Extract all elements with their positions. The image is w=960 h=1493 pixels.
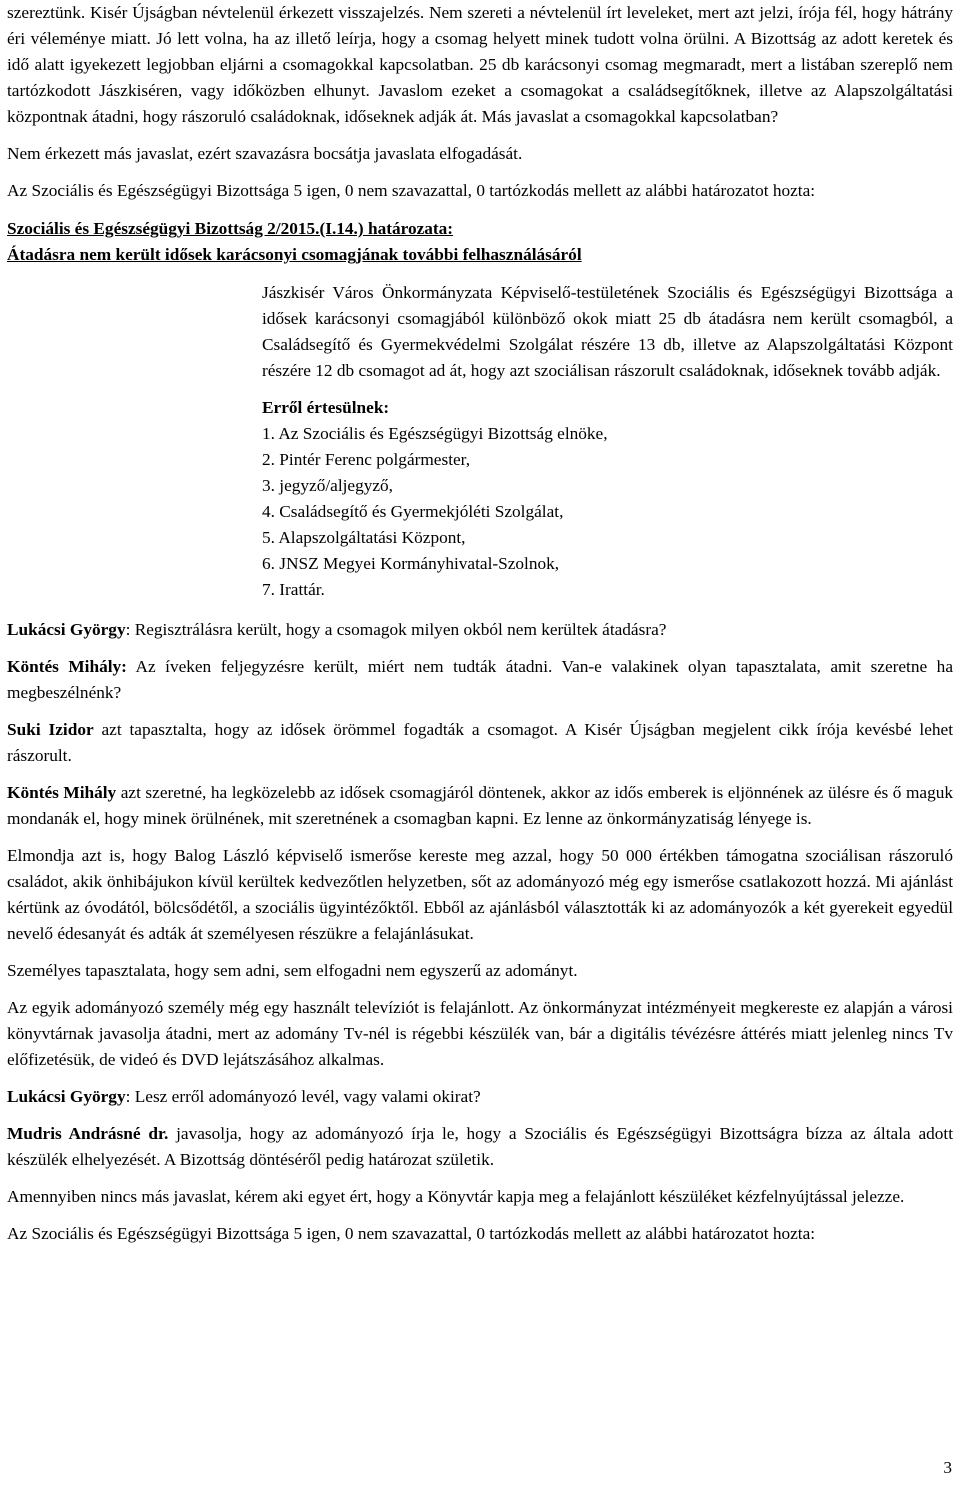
speaker-text: javasolja, hogy az adományozó írja le, hogy a Szociális és Egészségügyi Bizottságra bízza az általa adott készülék elhelyezését. A Bizottság döntéséről pedig határozat születik. xyxy=(7,1124,953,1169)
list-item: 1. Az Szociális és Egészségügyi Bizottság elnöke, xyxy=(262,424,608,443)
speaker-text: azt szeretné, ha legközelebb az idősek csomagjáról döntenek, akkor az idős emberek is eljönnének az ülésre és ő maguk mondanák el, hogy minek örülnének, mit szeretnének a csomagban kapni. Ez lenne az önkormányzatiság lényege is. xyxy=(7,783,953,828)
paragraph-kontes-1 xyxy=(7,654,953,706)
paragraph-elmondja: Elmondja azt is, hogy Balog László képviselő ismerőse kereste meg azzal, hogy 50 000 értékben támogatna szociálisan rászoruló családot, akik önhibájukon kívül kerültek kedvezőtlen helyzetben, sőt az adományozó még egy ismerőse csatlakozott hozzá. Mi ajánlást kértünk az óvodától, bölcsődétől, a szociális ügyintézőktől. Ebből az ajánlásból választották ki az adományozók a két gyerekeit egyedül nevelő édesanyát és adták át személyesen részükre a felajánlásukat. xyxy=(7,846,953,943)
paragraph-kontes-2 xyxy=(7,780,953,832)
paragraph-no-other-proposal: Nem érkezett más javaslat, ezért szavazásra bocsátja javaslata elfogadását. xyxy=(7,144,523,163)
list-item: 3. jegyző/aljegyző, xyxy=(262,476,394,495)
speaker-text: : Regisztrálásra került, hogy a csomagok milyen okból nem kerültek átadásra? xyxy=(125,620,667,639)
paragraph-suki xyxy=(7,717,953,769)
page-number: 3 xyxy=(943,1458,952,1477)
speaker-name: Lukácsi György xyxy=(7,620,126,639)
paragraph-mudris xyxy=(7,1121,953,1173)
notify-list xyxy=(262,421,953,603)
resolution-title: Szociális és Egészségügyi Bizottság 2/2015.(I.14.) határozata: xyxy=(7,219,454,238)
speaker-text: : Lesz erről adományozó levél, vagy valami okirat? xyxy=(125,1087,481,1106)
speaker-name: Köntés Mihály xyxy=(7,783,117,802)
resolution-block xyxy=(262,280,953,603)
resolution-subject: Átadásra nem került idősek karácsonyi csomagjának további felhasználásáról xyxy=(7,245,582,264)
speaker-name: Mudris Andrásné dr. xyxy=(7,1124,169,1143)
list-item: 2. Pintér Ferenc polgármester, xyxy=(262,450,471,469)
speaker-name: Lukácsi György xyxy=(7,1087,126,1106)
speaker-name: Köntés Mihály: xyxy=(7,657,127,676)
resolution-body: Jászkisér Város Önkormányzata Képviselő-testületének Szociális és Egészségügyi Bizottsága a idősek karácsonyi csomagjából különböző okok miatt 25 db átadásra nem került csomagból, a Családsegítő és Gyermekvédelmi Szolgálat részére 13 db, illetve az Alapszolgáltatási Központ részére 12 db csomagot ad át, hogy azt szociálisan rászorult családoknak, időseknek tovább adják. xyxy=(262,283,953,380)
paragraph-tv-donation: Az egyik adományozó személy még egy használt televíziót is felajánlott. Az önkormányzat intézményeit megkereste ez alapján a városi könyvtárnak javasolja átadni, mert az adomány Tv-nél is régebbi készülék van, bár a digitális tévézésre áttérés miatt jelenleg nincs Tv előfizetésük, de videó és DVD lejátszásához alkalmas. xyxy=(7,998,953,1069)
list-item: 6. JNSZ Megyei Kormányhivatal-Szolnok, xyxy=(262,554,560,573)
speaker-name: Suki Izidor xyxy=(7,720,94,739)
paragraph-amennyiben: Amennyiben nincs más javaslat, kérem aki egyet ért, hogy a Könyvtár kapja meg a felajánlott készüléket kézfelnyújtással jelezze. xyxy=(7,1187,905,1206)
speaker-text: Az íveken feljegyzésre került, miért nem tudták átadni. Van-e valakinek olyan tapasztalata, amit szeretne ha megbeszélnénk? xyxy=(7,657,953,702)
speaker-text: azt tapasztalta, hogy az idősek örömmel fogadták a csomagot. A Kisér Újságban megjelent cikk írója kevésbé lehet rászorult. xyxy=(7,720,953,765)
paragraph-intro: szereztünk. Kisér Újságban névtelenül érkezett visszajelzés. Nem szereti a névtelenül írt leveleket, mert azt jelzi, írója fél, hogy hátrány éri véleménye miatt. Jó lett volna, ha az illető leírja, hogy a csomag helyett minek tudott volna örülni. A Bizottság az adott keretek és idő alatt igyekezett legjobban eljárni a csomagokkal kapcsolatban. 25 db karácsonyi csomag megmaradt, mert a listában szereplő nem tartózkodott Jászkiséren, vagy időközben elhunyt. Javaslom ezeket a csomagokat a családsegítőknek, illetve az Alapszolgáltatási központnak átadni, hogy rászoruló családoknak, időseknek adják át. Más javaslat a csomagokkal kapcsolatban? xyxy=(7,3,953,126)
list-item: 5. Alapszolgáltatási Központ, xyxy=(262,528,466,547)
paragraph-vote-result-1: Az Szociális és Egészségügyi Bizottsága 5 igen, 0 nem szavazattal, 0 tartózkodás mellett az alábbi határozatot hozta: xyxy=(7,181,816,200)
paragraph-vote-result-2: Az Szociális és Egészségügyi Bizottsága 5 igen, 0 nem szavazattal, 0 tartózkodás mellett az alábbi határozatot hozta: xyxy=(7,1224,816,1243)
notify-heading: Erről értesülnek: xyxy=(262,398,390,417)
list-item: 4. Családsegítő és Gyermekjóléti Szolgálat, xyxy=(262,502,564,521)
paragraph-lukacsi-question-1 xyxy=(7,617,953,643)
paragraph-lukacsi-question-2 xyxy=(7,1084,953,1110)
paragraph-szemelyes: Személyes tapasztalata, hogy sem adni, sem elfogadni nem egyszerű az adományt. xyxy=(7,961,578,980)
list-item: 7. Irattár. xyxy=(262,580,325,599)
